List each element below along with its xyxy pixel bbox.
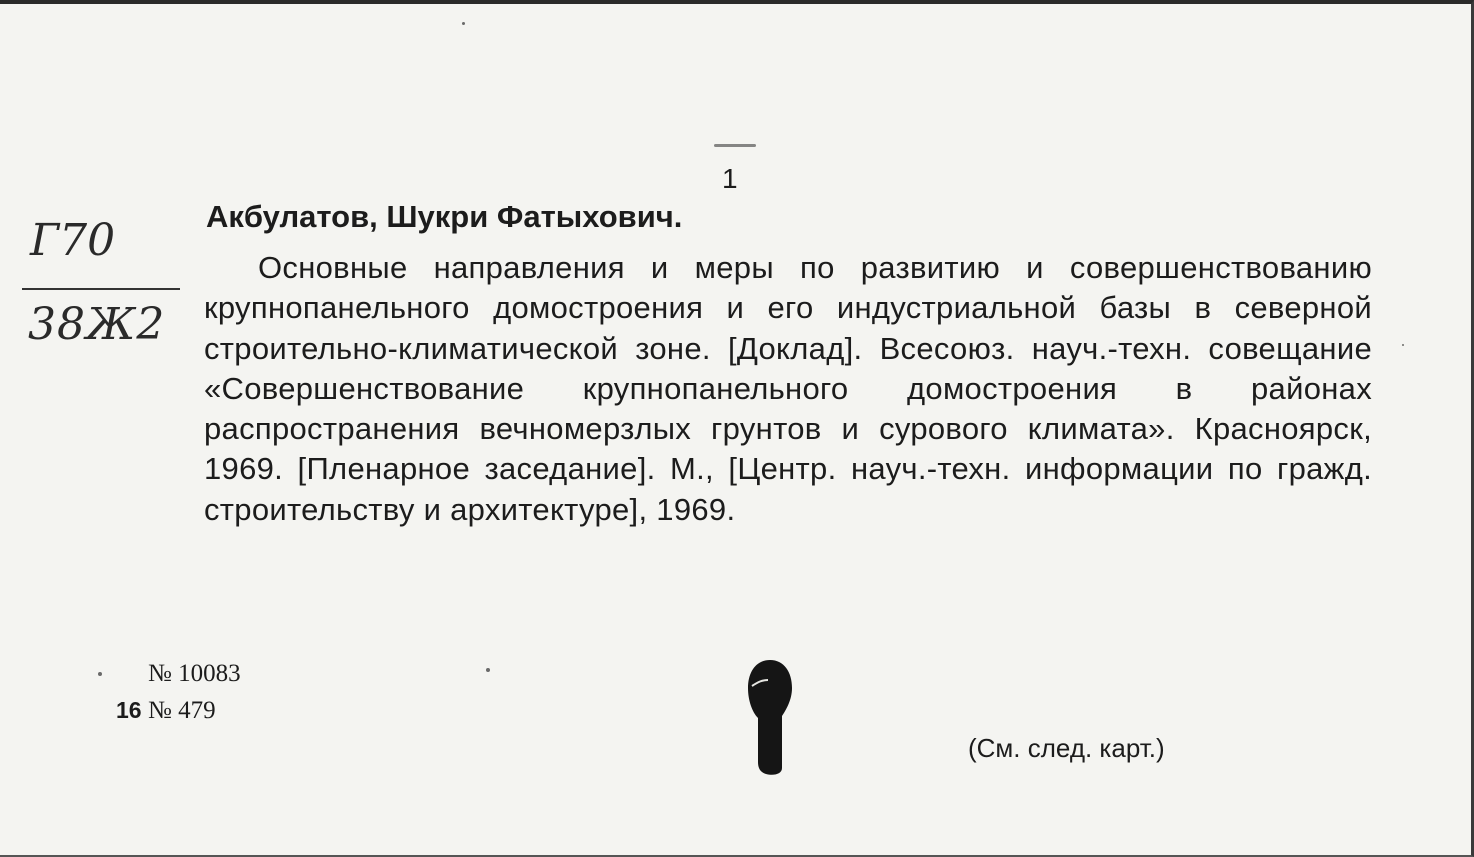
inventory-numbers <box>116 656 241 729</box>
accession-number-row <box>116 656 241 692</box>
speck <box>98 672 102 676</box>
shelf-mark-top: Г70 <box>30 215 116 266</box>
speck <box>486 668 490 672</box>
second-number-row <box>116 692 241 729</box>
second-number: № 479 <box>148 697 216 724</box>
card-number: 1 <box>722 163 738 194</box>
shelf-mark-bottom: 38Ж2 <box>28 299 166 350</box>
author-heading: Акбулатов, Шукри Фатыхович. <box>206 199 683 234</box>
speck <box>1402 344 1404 346</box>
shelf-mark-divider <box>22 288 180 290</box>
second-number-prefix: 16 <box>116 697 142 723</box>
punch-hole-icon <box>744 656 796 778</box>
accession-number: № 10083 <box>148 660 241 687</box>
continuation-note: (См. след. карт.) <box>968 733 1165 763</box>
speck <box>462 22 465 25</box>
shelf-mark <box>22 216 182 350</box>
bibliographic-description: Основные направления и меры по развитию и совершенствованию крупнопанельного домостроения и его индустриальной базы в северной строительно-климатической зоне. [Доклад]. Всесоюз. науч.-техн. совещание «Совершенствование крупнопанельного домостроения в районах распространения вечномерзлых грунтов и сурового климата». Красноярск, 1969. [Пленарное заседание]. М., [Центр. науч.-техн. информации по гражд. строительству и архитектуре], 1969. <box>204 250 1372 527</box>
dash-mark <box>714 144 756 147</box>
